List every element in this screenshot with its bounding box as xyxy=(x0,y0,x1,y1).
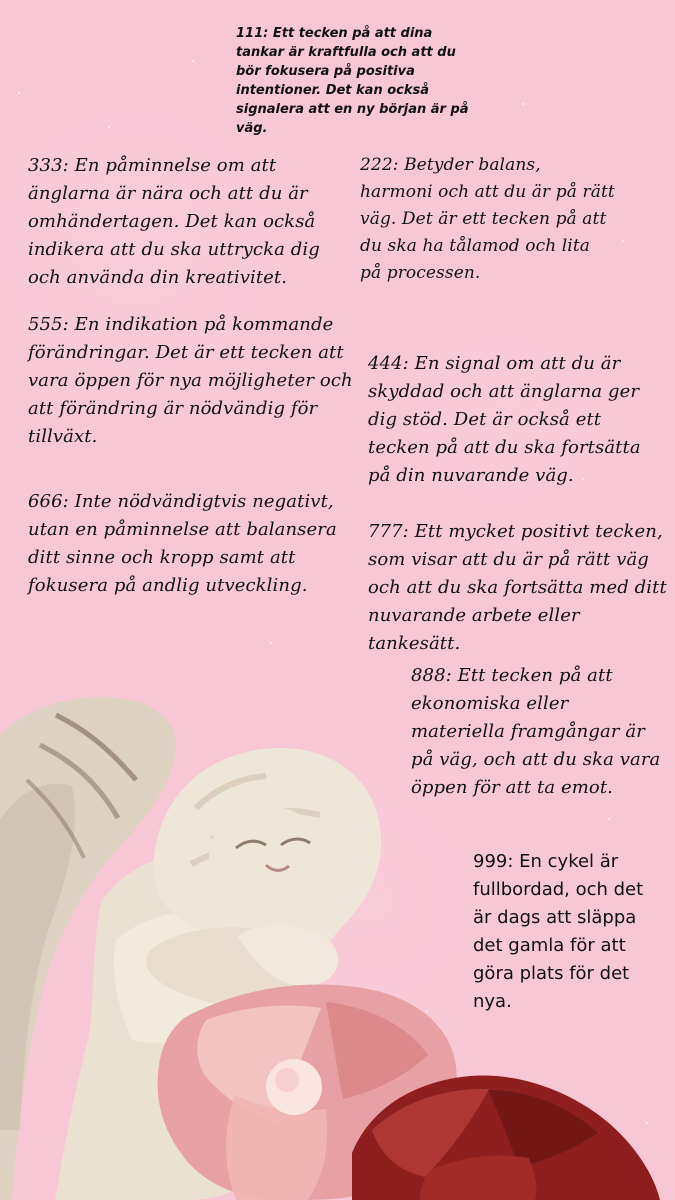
texture-speck xyxy=(608,818,610,820)
texture-speck xyxy=(622,240,624,242)
texture-speck xyxy=(646,1122,648,1124)
paragraph-999: 999: En cykel är fullbordad, och det är dags att släppa det gamla för att göra plats för det nya. xyxy=(473,851,644,1012)
paragraph-555: 555: En indikation på kommande förändringar. Det är ett tecken att vara öppen för nya möjligheter och att förändring är nödvändig för tillväxt. xyxy=(28,314,353,447)
texture-speck xyxy=(270,642,272,644)
texture-speck xyxy=(18,92,20,94)
paragraph-888: 888: Ett tecken på att ekonomiska eller materiella framgångar är på väg, och att du ska vara öppen för att ta emot. xyxy=(411,665,661,798)
paragraph-444: 444: En signal om att du är skyddad och att änglarna ger dig stöd. Det är också ett tecken på att du ska fortsätta på din nuvarande väg. xyxy=(368,353,641,486)
texture-speck xyxy=(522,103,524,105)
paragraph-777: 777: Ett mycket positivt tecken, som visar att du är på rätt väg och att du ska fortsätta med ditt nuvarande arbete eller tankesätt. xyxy=(368,521,667,654)
paragraph-111: 111: Ett tecken på att dina tankar är kraftfulla och att du bör fokusera på positiva intentioner. Det kan också signalera att en ny början är på väg. xyxy=(236,26,469,136)
paragraph-666: 666: Inte nödvändigtvis negativt, utan en påminnelse att balansera ditt sinne och kropp samt att fokusera på andlig utveckling. xyxy=(28,491,337,596)
texture-speck xyxy=(192,60,194,62)
paragraph-333: 333: En påminnelse om att änglarna är nära och att du är omhändertagen. Det kan också indikera att du ska uttrycka dig och använda din kreativitet. xyxy=(28,155,320,288)
paragraph-222: 222: Betyder balans, harmoni och att du är på rätt väg. Det är ett tecken på att du ska ha tålamod och lita på processen. xyxy=(360,155,615,283)
texture-speck xyxy=(426,1010,428,1012)
texture-speck xyxy=(108,126,110,128)
